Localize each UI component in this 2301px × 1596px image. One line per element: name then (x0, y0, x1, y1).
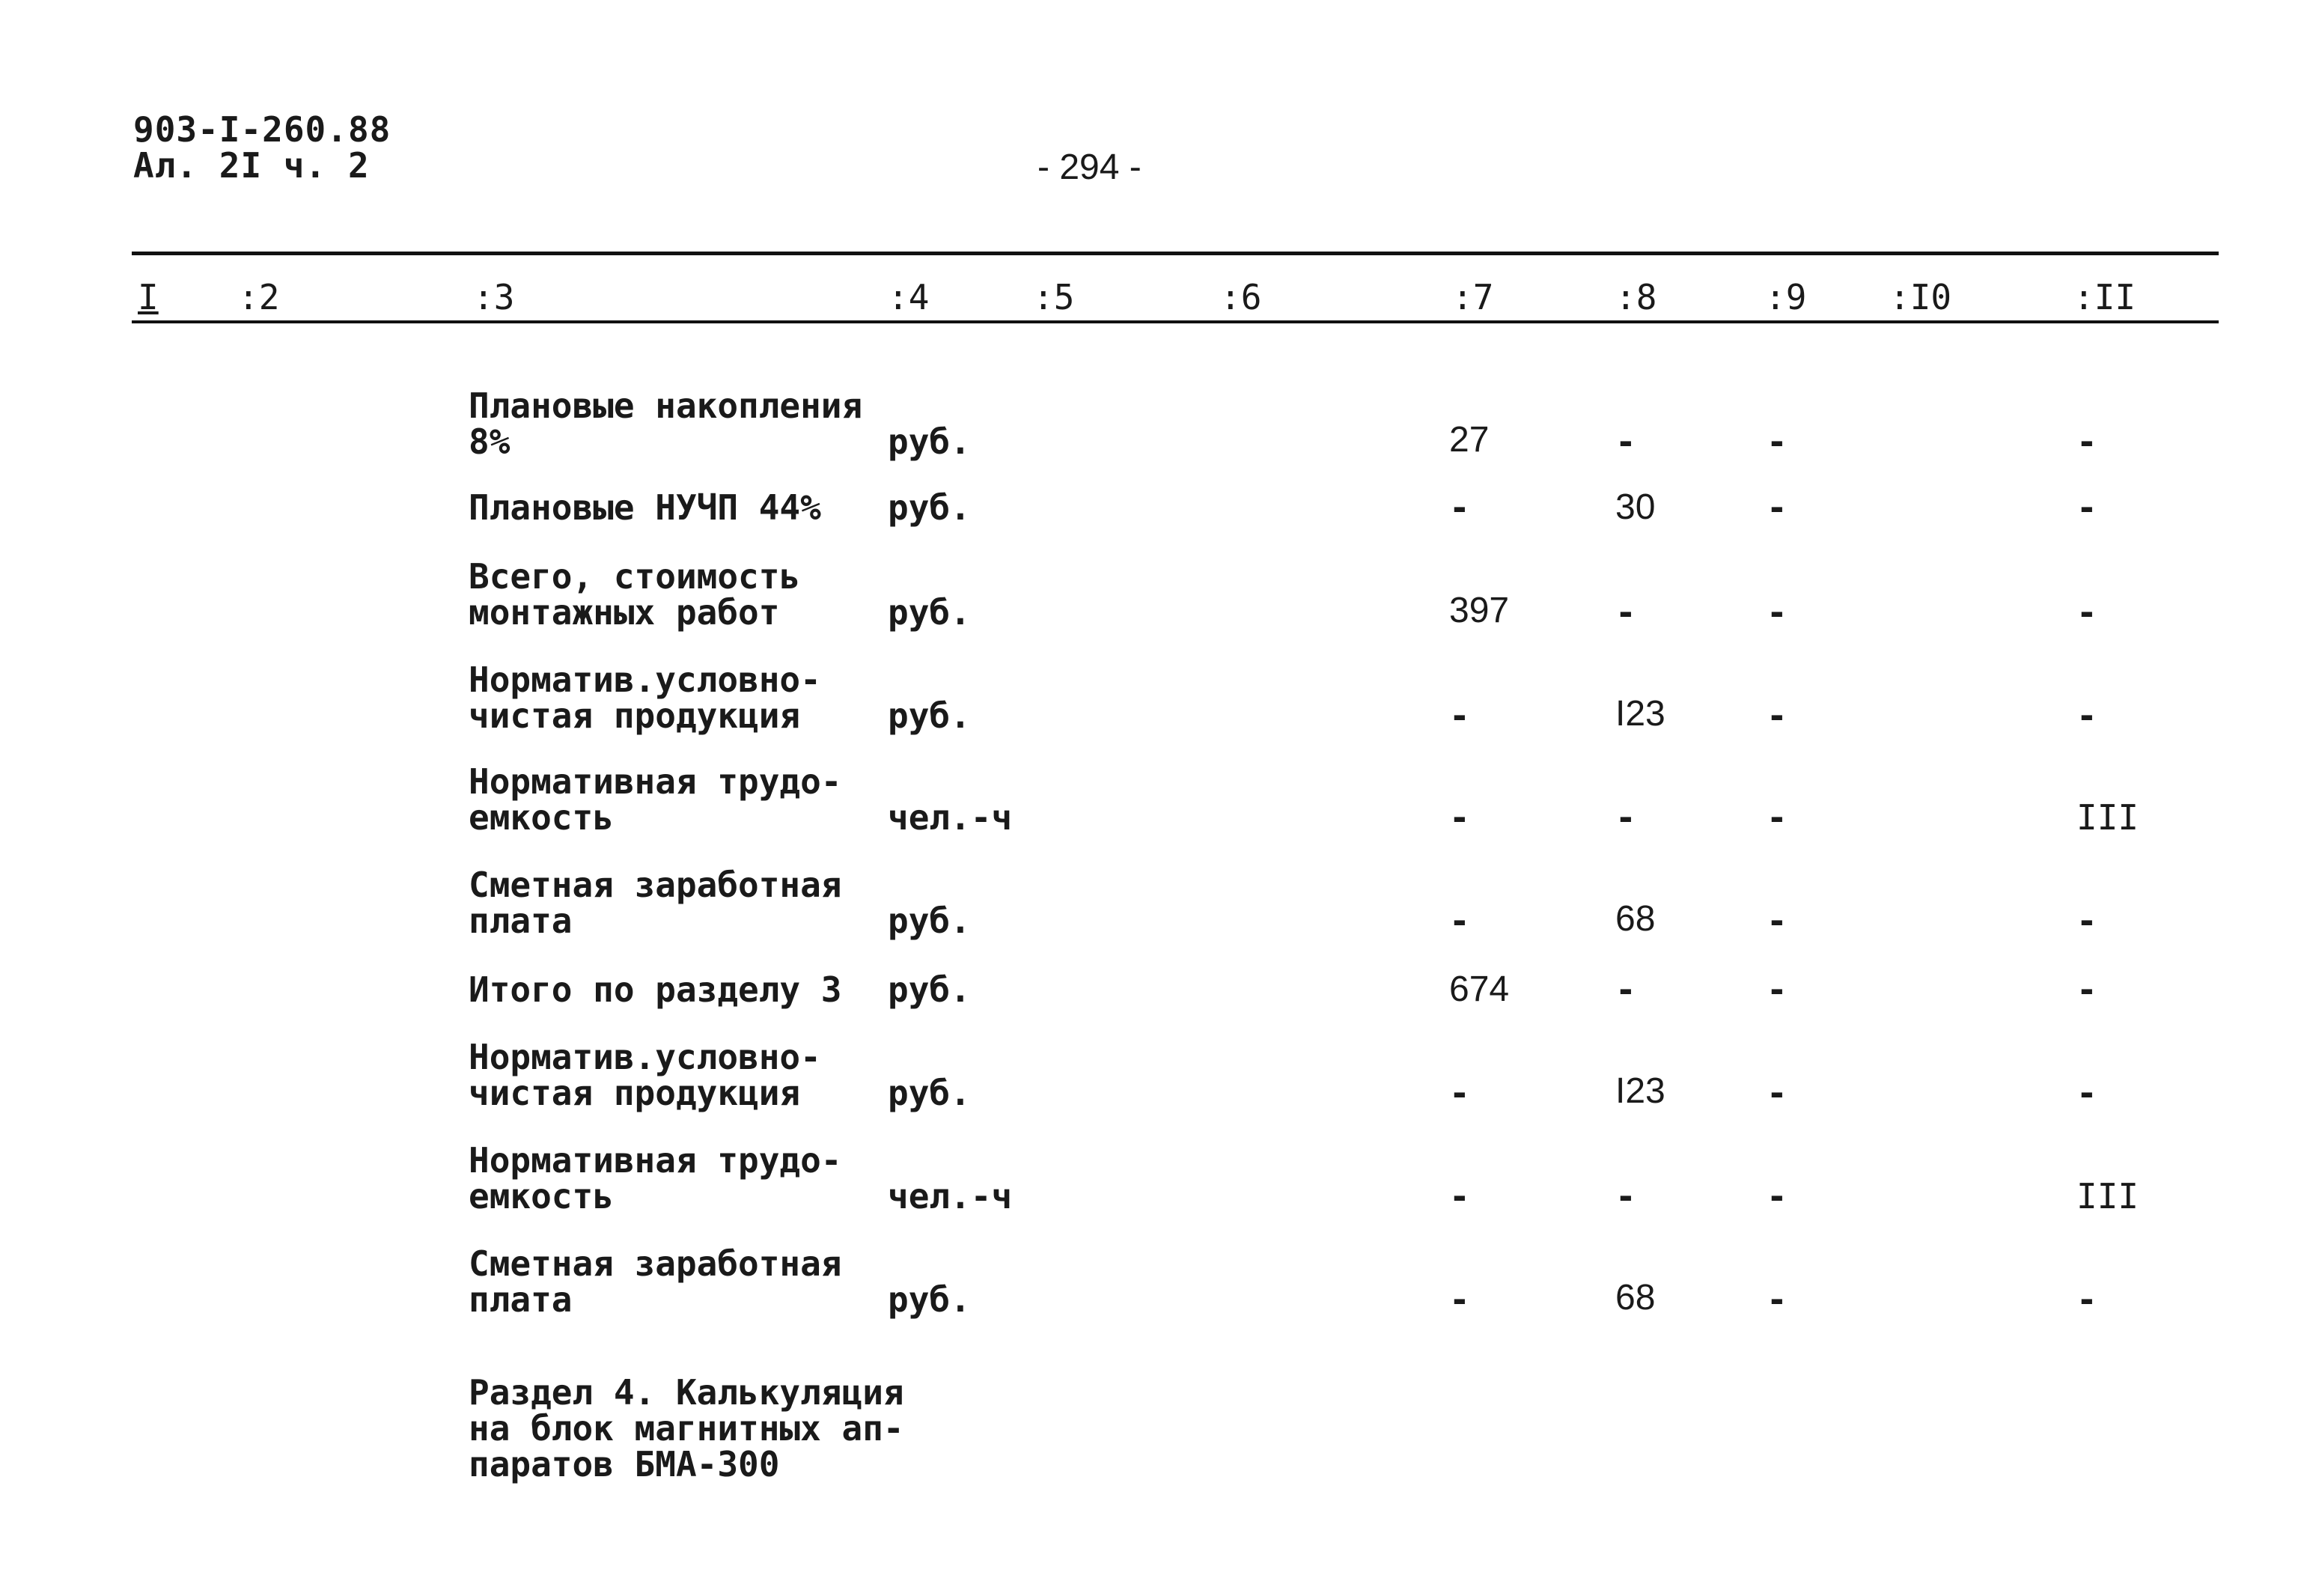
row-unit: руб. (888, 421, 971, 462)
row-col9: - (1767, 1176, 1788, 1216)
row-col9: - (1767, 487, 1788, 528)
row-col8: - (1615, 797, 1636, 838)
row-unit: руб. (888, 592, 971, 633)
column-header-8: :8 (1615, 277, 1657, 317)
column-header-2: :2 (238, 277, 280, 317)
row-col11: - (2076, 901, 2097, 941)
row-unit: руб. (888, 487, 971, 528)
row-label: Норматив.условно- чистая продукция (469, 1037, 821, 1113)
row-unit: руб. (888, 969, 971, 1010)
row-col8: I23 (1615, 694, 1665, 734)
row-col11: - (2076, 1279, 2097, 1320)
row-col7: - (1449, 901, 1470, 941)
column-header-7: :7 (1452, 277, 1494, 317)
row-col9: - (1767, 1279, 1788, 1320)
row-label: Норматив.условно- чистая продукция (469, 660, 821, 736)
row-label: Нормативная трудо- емкость (469, 761, 842, 838)
row-unit: руб. (888, 1073, 971, 1113)
row-col11: - (2076, 592, 2097, 633)
column-header-11: :II (2073, 277, 2136, 317)
row-label: Сметная заработная плата (469, 865, 842, 941)
row-label: Плановые НУЧП 44% (469, 487, 821, 528)
column-header-5: :5 (1033, 277, 1075, 317)
section-title: Раздел 4. Калькуляция на блок магнитных ап- паратов БМА-300 (469, 1372, 904, 1484)
row-col7: - (1449, 487, 1470, 528)
row-col9: - (1767, 901, 1788, 941)
column-header-1: I (138, 277, 159, 317)
row-col9: - (1767, 592, 1788, 633)
row-label: Сметная заработная плата (469, 1243, 842, 1320)
row-col8: I23 (1615, 1071, 1665, 1111)
row-col7: - (1449, 797, 1470, 838)
row-col7: - (1449, 1279, 1470, 1320)
row-col11: - (2076, 487, 2097, 528)
row-col8: 68 (1615, 1278, 1656, 1318)
column-header-4: :4 (888, 277, 930, 317)
row-col9: - (1767, 1073, 1788, 1113)
row-col9: - (1767, 421, 1788, 462)
column-header-10: :I0 (1889, 277, 1952, 317)
row-col9: - (1767, 969, 1788, 1010)
row-col8: - (1615, 592, 1636, 633)
row-label: Всего, стоимость монтажных работ (469, 556, 801, 633)
row-col8: - (1615, 1176, 1636, 1216)
row-col11: III (2076, 1176, 2139, 1216)
row-col7: - (1449, 1176, 1470, 1216)
row-label: Плановые накопления 8% (469, 386, 863, 462)
row-unit: чел.-ч (888, 1176, 1013, 1216)
row-col9: - (1767, 797, 1788, 838)
sheet-part: Ал. 2I ч. 2 (133, 145, 370, 186)
row-col11: - (2076, 421, 2097, 462)
row-col7: 397 (1449, 591, 1510, 630)
table-header-rule (132, 320, 2219, 323)
page-number: - 294 - (1037, 147, 1142, 187)
column-header-6: :6 (1220, 277, 1262, 317)
row-col7: - (1449, 1073, 1470, 1113)
row-col7: 27 (1449, 420, 1490, 460)
row-col11: - (2076, 1073, 2097, 1113)
row-unit: руб. (888, 695, 971, 736)
table-top-rule (132, 252, 2219, 255)
row-label: Нормативная трудо- емкость (469, 1140, 842, 1216)
row-col11: III (2076, 797, 2139, 838)
row-col8: 30 (1615, 487, 1656, 527)
row-col7: 674 (1449, 969, 1510, 1009)
row-col8: - (1615, 969, 1636, 1010)
row-col11: - (2076, 695, 2097, 736)
row-col9: - (1767, 695, 1788, 736)
row-unit: чел.-ч (888, 797, 1013, 838)
document-code: 903-I-260.88 (133, 109, 391, 150)
row-label: Итого по разделу 3 (469, 969, 842, 1010)
row-unit: руб. (888, 1279, 971, 1320)
column-header-9: :9 (1765, 277, 1807, 317)
row-col7: - (1449, 695, 1470, 736)
column-header-3: :3 (473, 277, 515, 317)
row-col11: - (2076, 969, 2097, 1010)
row-col8: - (1615, 421, 1636, 462)
row-col8: 68 (1615, 899, 1656, 939)
row-unit: руб. (888, 901, 971, 941)
